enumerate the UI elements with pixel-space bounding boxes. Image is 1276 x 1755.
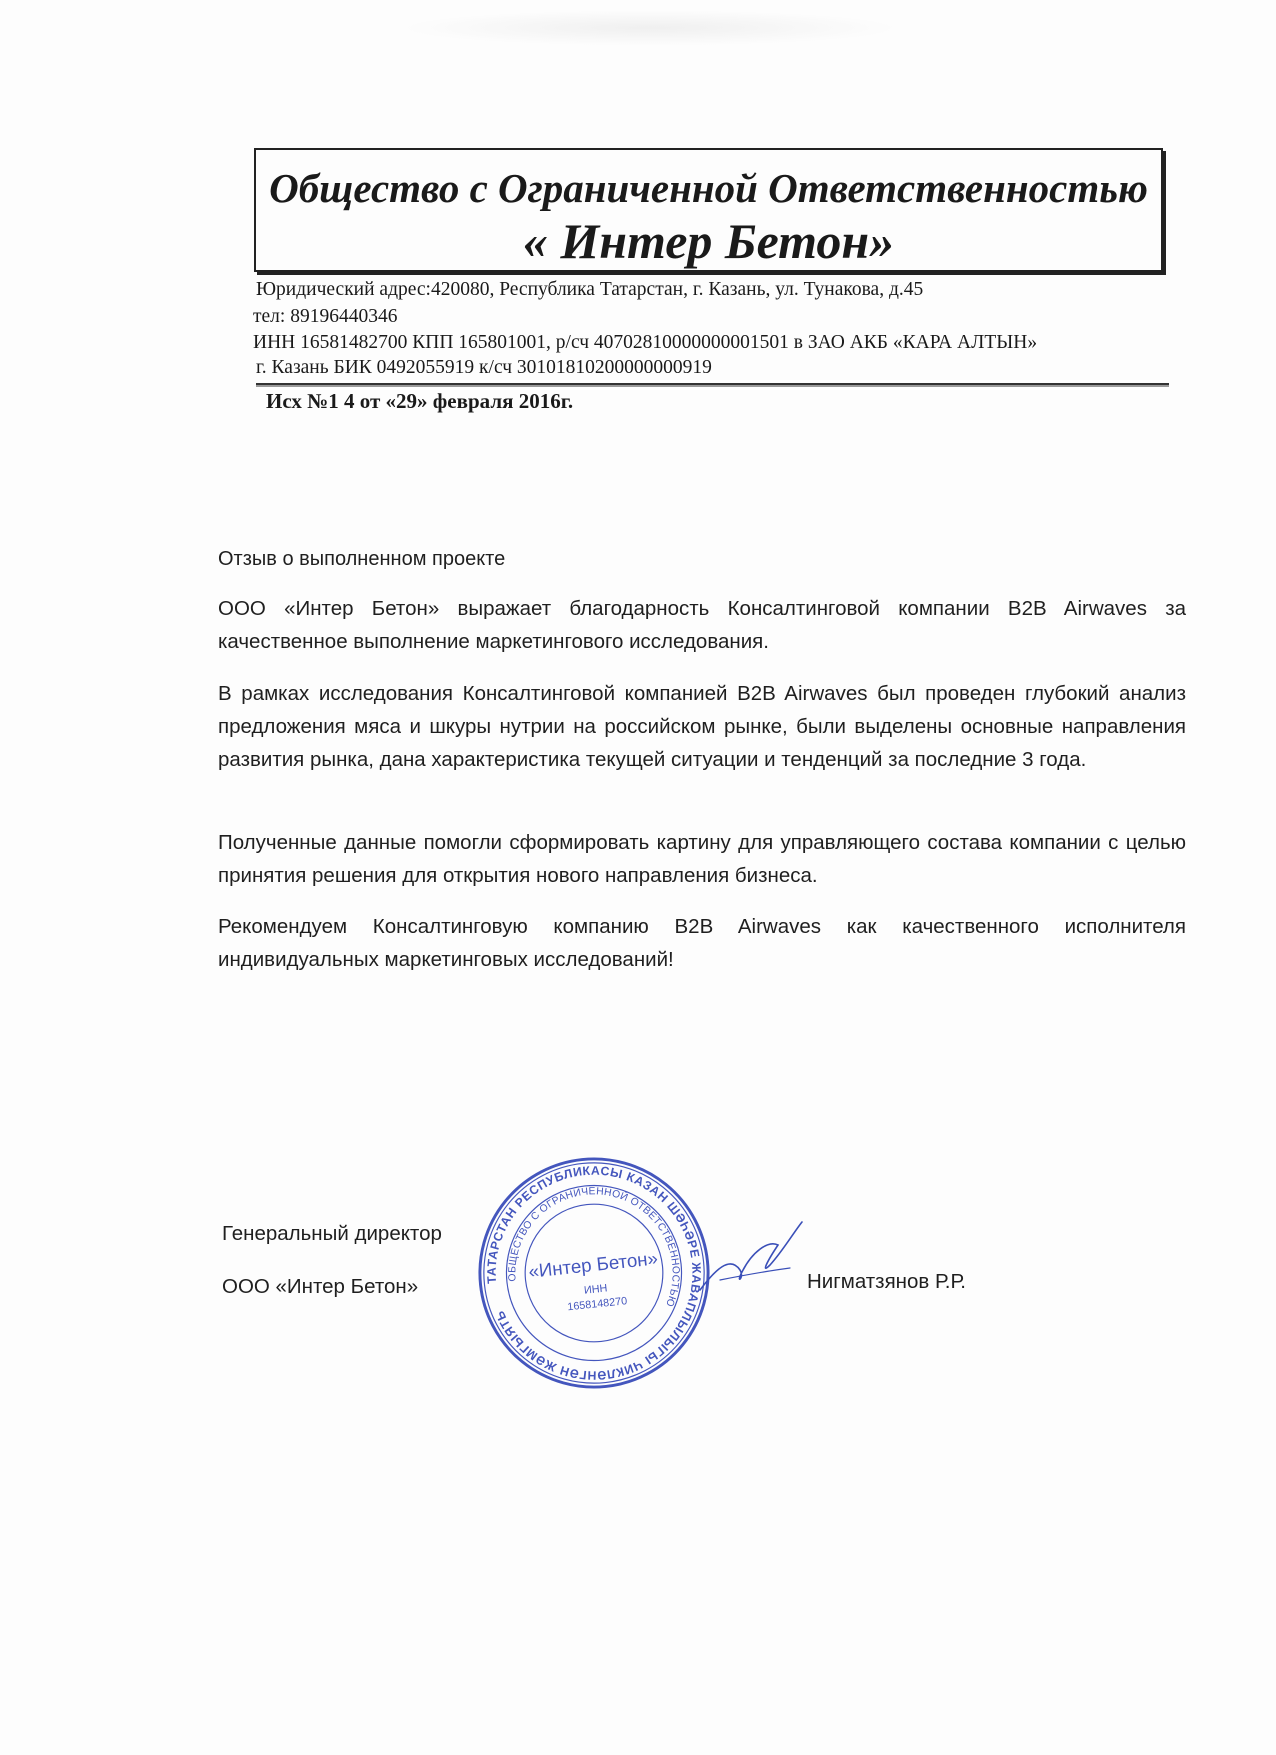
letterhead-box: [254, 148, 1163, 272]
scan-artifact: [400, 10, 900, 46]
signatory-company: ООО «Интер Бетон»: [222, 1275, 419, 1298]
stamp-company-name: «Интер Бетон»: [527, 1247, 659, 1282]
stamp-outer-ring-text: ТАТАРСТАН РЕСПУБЛИКАСЫ КАЗАН ШӘҺӘРЕ ЖАВАПЛЫЛЫГЫ ЧИКЛӘНГӘН ЖӘМГЫЯТЬ: [484, 1163, 704, 1383]
company-legal-form: Общество с Ограниченной Ответственностью: [269, 165, 1148, 211]
inn-bank-details: ИНН 16581482700 КПП 165801001, р/сч 40702810000000001501 в ЗАО АКБ «КАРА АЛТЫН»: [253, 332, 1038, 353]
document-title: Отзыв о выполненном проекте: [218, 548, 506, 570]
signatory-name: Нигматзянов Р.Р.: [807, 1270, 966, 1293]
company-seal-stamp: [464, 1143, 723, 1402]
signatory-position: Генеральный директор: [222, 1222, 442, 1245]
handwritten-signature: [690, 1210, 810, 1310]
stamp-inn-value: 1658148270: [566, 1295, 628, 1314]
paragraph: Полученные данные помогли сформировать картину для управляющего состава компании с целью принятия решения для открытия нового направления бизнеса.: [218, 831, 1186, 887]
paragraph: Рекомендуем Консалтинговую компанию B2B Airwaves как качественного исполнителя индивидуальных маркетинговых исследований!: [218, 915, 1186, 971]
paragraph: ООО «Интер Бетон» выражает благодарность Консалтинговой компании B2B Airwaves за качественное выполнение маркетингового исследования.: [218, 597, 1186, 653]
outgoing-reference: Исх №1 4 от «29» февраля 2016г.: [266, 389, 574, 413]
header-divider: [256, 383, 1169, 385]
bank-details: г. Казань БИК 0492055919 к/сч 30101810200000000919: [256, 357, 712, 378]
paragraph: В рамках исследования Консалтинговой компанией B2B Airwaves был проведен глубокий анализ предложения мяса и шкуры нутрии на российском рынке, были выделены основные направления развития рынка, дана характеристика текущей ситуации и тенденций за последние 3 года.: [218, 682, 1186, 771]
company-name: « Интер Бетон»: [522, 213, 895, 269]
phone: тел: 89196440346: [253, 306, 398, 327]
stamp-inn-label: ИНН: [583, 1282, 608, 1297]
legal-address: Юридический адрес:420080, Республика Татарстан, г. Казань, ул. Тунакова, д.45: [256, 279, 924, 300]
stamp-inner-ring-text: ОБЩЕСТВО С ОГРАНИЧЕННОЙ ОТВЕТСТВЕННОСТЬЮ: [507, 1186, 681, 1309]
